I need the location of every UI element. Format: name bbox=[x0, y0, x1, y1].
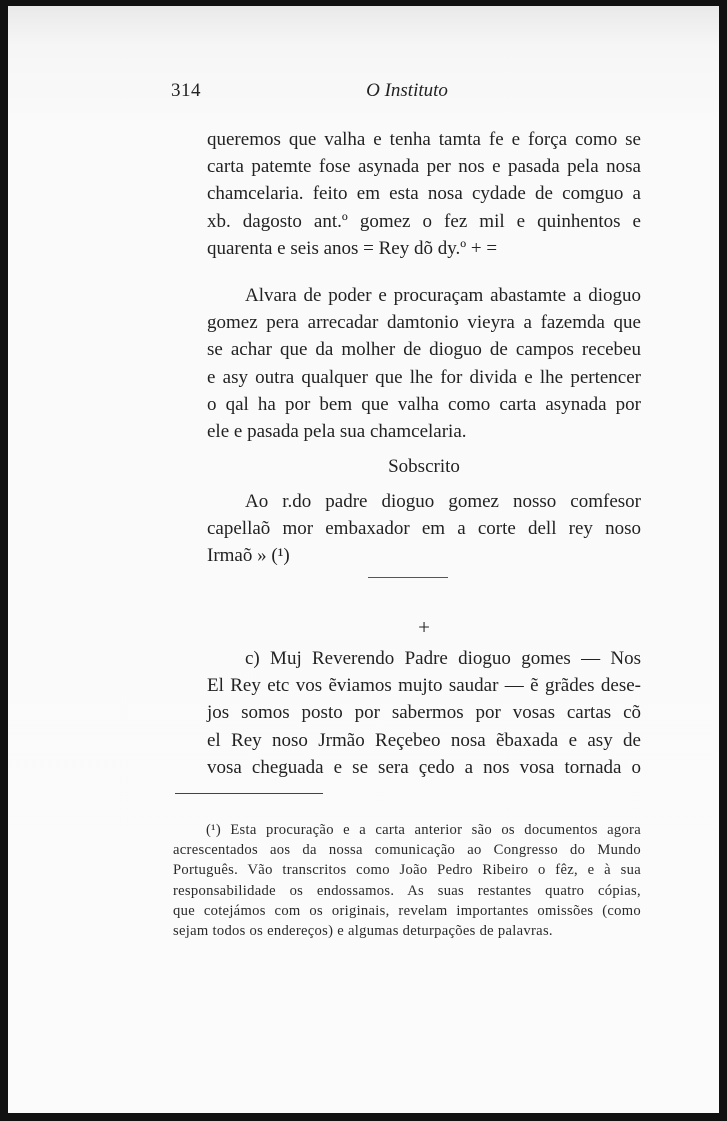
text-line: vosa cheguada e se sera çedo a nos vosa tornada o bbox=[207, 756, 641, 778]
text-line: El Rey etc vos ẽviamos mujto saudar — ẽ grãdes dese- bbox=[207, 675, 641, 697]
text-line: chamcelaria. feito em esta nosa cydade de comguo a bbox=[207, 183, 641, 205]
cross-mark: + bbox=[418, 615, 430, 639]
text-line: Irmaõ » (¹) bbox=[207, 545, 290, 567]
paragraph-letter-c bbox=[207, 645, 641, 781]
text-line: el Rey noso Jrmão Reçebeo nosa ẽbaxada e asy de bbox=[207, 729, 641, 751]
footnote-line: acrescentados aos da nossa comunicação ao Congresso do Mundo bbox=[173, 842, 641, 859]
footnote-line: Português. Vão transcritos como João Pedro Ribeiro o fêz, e à sua bbox=[173, 862, 641, 879]
footnote-rule bbox=[175, 793, 323, 794]
text-line: quarenta e seis anos = Rey dõ dy.º + = bbox=[207, 237, 498, 259]
text-line: xb. dagosto ant.º gomez o fez mil e quinhentos e bbox=[207, 210, 641, 232]
paragraph-continuation bbox=[207, 126, 641, 262]
footnote-line: que cotejámos com os originais, revelam importantes omissões (como bbox=[173, 902, 641, 919]
text-line: queremos que valha e tenha tamta fe e força como se bbox=[207, 129, 641, 150]
text-line: o qal ha por bem que valha como carta asynada por bbox=[207, 393, 641, 415]
text-line: se achar que da molher de dioguo de campos recebeu bbox=[207, 339, 641, 361]
running-title: O Instituto bbox=[366, 80, 448, 101]
footnote bbox=[173, 820, 641, 941]
footnote-line: sejam todos os endereços) e algumas deturpações de palavras. bbox=[173, 923, 553, 940]
text-line: Ao r.do padre dioguo gomez nosso comfesor bbox=[245, 491, 641, 512]
text-line: jos somos posto por sabermos por vosas cartas cõ bbox=[207, 702, 641, 724]
footnote-line: responsabilidade os endossamos. As suas restantes quatro cópias, bbox=[173, 882, 641, 899]
page-header bbox=[167, 80, 647, 104]
text-line: c) Muj Reverendo Padre dioguo gomes — Nos bbox=[245, 648, 641, 669]
paragraph-alvara bbox=[207, 282, 641, 445]
text-line: carta patemte fose asynada per nos e pasada pela nosa bbox=[207, 156, 641, 178]
text-line: e asy outra qualquer que lhe for divida e lhe pertencer bbox=[207, 366, 641, 388]
page-number: 314 bbox=[171, 80, 201, 101]
text-line: gomez pera arrecadar damtonio vieyra a fazemda que bbox=[207, 312, 641, 334]
footnote-line: (¹) Esta procuração e a carta anterior são os documentos agora bbox=[206, 822, 641, 838]
paragraph-sobscrito bbox=[207, 488, 641, 570]
text-line: ele e pasada pela sua chamcelaria. bbox=[207, 421, 467, 443]
text-line: Alvara de poder e procuraçam abastamte a dioguo bbox=[245, 285, 641, 306]
section-divider bbox=[368, 577, 448, 579]
section-heading: Sobscrito bbox=[388, 456, 460, 477]
text-line: capellaõ mor embaxador em a corte dell rey noso bbox=[207, 518, 641, 540]
